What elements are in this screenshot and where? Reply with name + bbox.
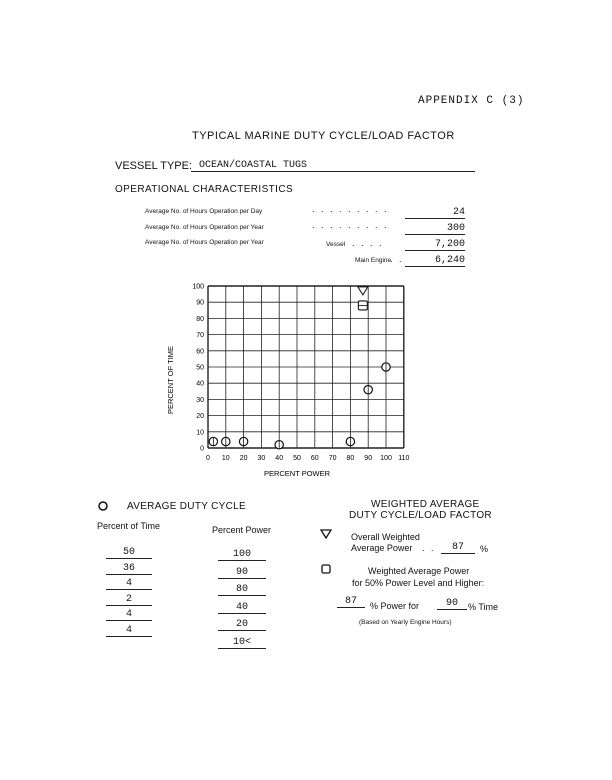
vessel-type-value: OCEAN/COASTAL TUGS [191,160,475,172]
data-point [346,437,354,445]
y-tick-label: 70 [196,332,204,340]
time-column-header: Percent of Time [97,521,161,531]
overall-weighted-line1: Overall Weighted [351,532,420,542]
yearly-hours-note: (Based on Yearly Engine Hours) [359,619,452,626]
y-tick-label: 60 [196,348,204,356]
appendix-label: APPENDIX C (3) [418,95,525,107]
vessel-type-label: VESSEL TYPE: [115,160,193,172]
y-tick-label: 40 [196,380,204,388]
data-points [209,363,390,449]
x-tick-label: 110 [398,455,410,462]
x-tick-label: 80 [346,455,355,462]
chart-grid [208,286,404,448]
x-tick-label: 60 [310,455,319,462]
power50-line1: Weighted Average Power [368,566,470,576]
time-value: 4 [106,609,152,621]
y-tick-label: 50 [196,364,204,372]
power-value: 80 [218,584,266,596]
time-value: 50 [106,547,152,559]
hours-per-day-value: 24 [405,207,465,219]
x-tick-labels [206,455,409,462]
y-tick-label: 100 [192,283,204,291]
y-tick-label: 30 [196,396,204,404]
power-percent-value: 87 [337,596,365,608]
weighted-heading-line1: WEIGHTED AVERAGE [371,499,480,510]
power-value: 100 [218,549,266,561]
time-value: 36 [106,563,152,575]
power-for-text: % Power for [370,601,420,611]
dot-leader: . . . . . . . . . [312,204,389,214]
y-tick-label: 10 [196,429,204,437]
power-column-header: Percent Power [212,525,272,535]
time-percent-value: 90 [437,598,467,610]
data-point [364,385,372,393]
data-point [239,437,247,445]
dot-leader: . . [422,543,436,553]
engine-hours-label: Main Engine [355,257,392,264]
circle-icon [97,500,109,512]
dot-leader: . . . . [352,238,384,248]
hours-per-year-label-2: Average No. of Hours Operation per Year [145,239,264,246]
x-tick-label: 20 [239,455,248,462]
x-tick-label: 30 [257,455,266,462]
dot-leader: . . [390,254,404,264]
operational-heading: OPERATIONAL CHARACTERISTICS [115,184,294,195]
x-tick-label: 90 [364,455,373,462]
overall-weighted-value: 87 [441,542,475,554]
overall-weighted-line2: Average Power [351,543,413,553]
weighted-power-triangle [358,287,368,295]
x-tick-label: 10 [221,455,230,462]
vessel-hours-value: 7,200 [405,239,465,251]
power-value: 90 [218,567,266,579]
data-point [222,437,230,445]
power-value: 40 [218,602,266,614]
y-tick-label: 0 [200,445,204,453]
y-tick-label: 90 [196,299,204,307]
page-title: TYPICAL MARINE DUTY CYCLE/LOAD FACTOR [192,130,455,142]
percent-sign: % [480,544,489,554]
duty-cycle-chart [160,270,440,485]
data-point [209,437,217,445]
power50-line2: for 50% Power Level and Higher: [352,578,485,588]
x-tick-label: 100 [380,455,392,462]
time-value: 2 [106,594,152,606]
x-tick-label: 70 [328,455,337,462]
x-tick-label: 40 [275,455,284,462]
weighted-markers [358,287,368,310]
time-text: % Time [468,602,499,612]
y-axis-label: PERCENT OF TIME [166,345,175,415]
engine-hours-value: 6,240 [405,255,465,267]
y-tick-label: 80 [196,315,204,323]
vessel-hours-label: Vessel [326,241,346,248]
triangle-icon [320,528,332,540]
hours-per-day-label: Average No. of Hours Operation per Day [145,208,263,215]
duty-cycle-heading: AVERAGE DUTY CYCLE [127,501,246,512]
dot-leader: . . . . . . . . . [312,220,389,230]
data-point [382,363,390,371]
hours-per-year-value: 300 [405,223,465,235]
y-tick-labels [192,284,204,453]
data-point [275,441,283,449]
x-tick-label: 50 [293,455,301,462]
y-tick-label: 20 [196,413,204,421]
time-value: 4 [106,578,152,590]
hours-per-year-label: Average No. of Hours Operation per Year [145,224,264,231]
x-axis-label: PERCENT POWER [263,469,331,478]
power-value: 20 [218,619,266,631]
power-value: 10< [218,637,266,649]
time-value: 4 [106,625,152,637]
square-icon [320,563,332,575]
weighted-heading-line2: DUTY CYCLE/LOAD FACTOR [349,510,492,521]
x-tick-label: 0 [206,455,210,462]
